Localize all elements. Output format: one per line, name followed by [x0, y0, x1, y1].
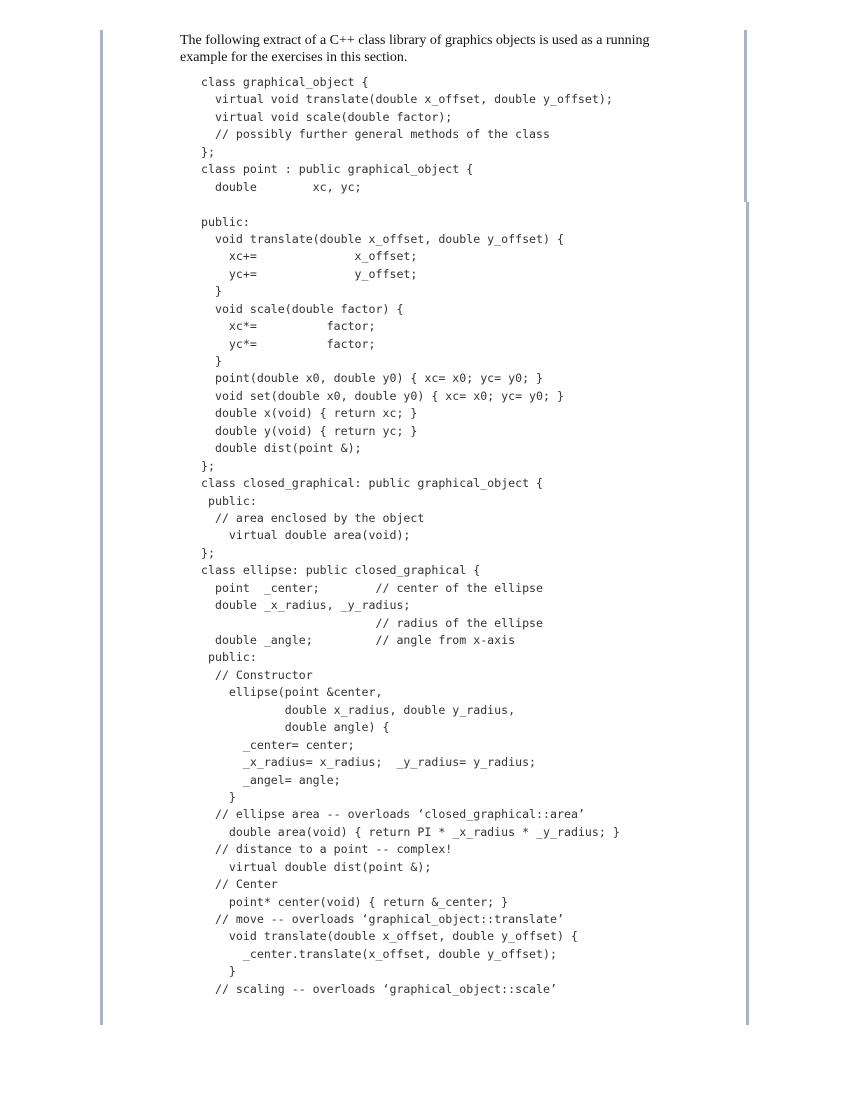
code-line: _center= center;	[201, 737, 355, 752]
code-line: public:	[201, 650, 257, 665]
code-line: // Constructor	[201, 667, 313, 682]
code-line: void translate(double x_offset, double y_offset) {	[201, 929, 578, 944]
code-line: virtual void scale(double factor);	[201, 109, 453, 124]
right-margin-rule-lower	[746, 202, 749, 1025]
code-line: yc+= y_offset;	[201, 266, 418, 281]
intro-paragraph: The following extract of a C++ class library of graphics objects is used as a running example for the exercises in this section.	[180, 33, 650, 65]
code-line: // area enclosed by the object	[201, 510, 425, 525]
code-line: double y(void) { return yc; }	[201, 423, 418, 438]
code-line: double xc, yc;	[201, 179, 362, 194]
code-line: virtual void translate(double x_offset, double y_offset);	[201, 92, 613, 107]
code-line: xc*= factor;	[201, 319, 376, 334]
code-line: class graphical_object {	[201, 75, 369, 89]
code-line: point _center; // center of the ellipse	[201, 580, 544, 595]
code-line: };	[201, 458, 215, 473]
code-line: class ellipse: public closed_graphical {	[201, 563, 481, 578]
code-line: double _angle; // angle from x-axis	[201, 633, 516, 647]
right-margin-rule-upper	[744, 30, 747, 202]
code-line: // move -- overloads ‘graphical_object::translate’	[201, 912, 564, 926]
left-margin-rule	[100, 30, 103, 1025]
code-line: double dist(point &);	[201, 441, 362, 456]
code-line: ellipse(point &center,	[201, 685, 383, 700]
code-line: yc*= factor;	[201, 336, 376, 351]
code-line: double x(void) { return xc; }	[201, 406, 418, 421]
code-line: // distance to a point -- complex!	[201, 842, 453, 857]
code-line: public:	[201, 493, 257, 508]
code-line: // radius of the ellipse	[201, 615, 544, 630]
code-line: double x_radius, double y_radius,	[201, 702, 516, 717]
code-line: };	[201, 545, 215, 560]
code-line: class point : public graphical_object {	[201, 162, 474, 177]
code-line: // scaling -- overloads ‘graphical_object::scale’	[201, 981, 557, 996]
code-line: _x_radius= x_radius; _y_radius= y_radius;	[201, 755, 537, 770]
code-line: virtual double dist(point &);	[201, 859, 432, 874]
code-line: double _x_radius, _y_radius;	[201, 598, 411, 613]
code-line: }	[201, 789, 236, 804]
code-line: virtual double area(void);	[201, 528, 411, 543]
code-line: point* center(void) { return &_center; }	[201, 894, 509, 909]
code-line: // ellipse area -- overloads ‘closed_graphical::area’	[201, 807, 585, 822]
code-line: public:	[201, 214, 250, 229]
code-line: double area(void) { return PI * _x_radius * _y_radius; }	[201, 824, 620, 839]
code-line: void translate(double x_offset, double y_offset) {	[201, 231, 564, 246]
code-line: double angle) {	[201, 720, 390, 735]
code-line: }	[201, 354, 222, 368]
code-line: class closed_graphical: public graphical_object {	[201, 476, 544, 491]
code-line: void set(double x0, double y0) { xc= x0; yc= y0; }	[201, 388, 564, 403]
code-line: }	[201, 284, 222, 299]
code-line: void scale(double factor) {	[201, 301, 404, 316]
code-line: point(double x0, double y0) { xc= x0; yc= y0; }	[201, 371, 544, 386]
code-line: };	[201, 144, 215, 159]
code-line: // possibly further general methods of the class	[201, 127, 551, 142]
code-line: // Center	[201, 877, 278, 892]
code-line: _center.translate(x_offset, double y_offset);	[201, 946, 557, 961]
code-line: }	[201, 964, 236, 979]
code-line: xc+= x_offset;	[201, 249, 418, 264]
code-line: _angel= angle;	[201, 772, 341, 787]
code-line	[201, 196, 741, 213]
code-listing	[201, 74, 741, 998]
